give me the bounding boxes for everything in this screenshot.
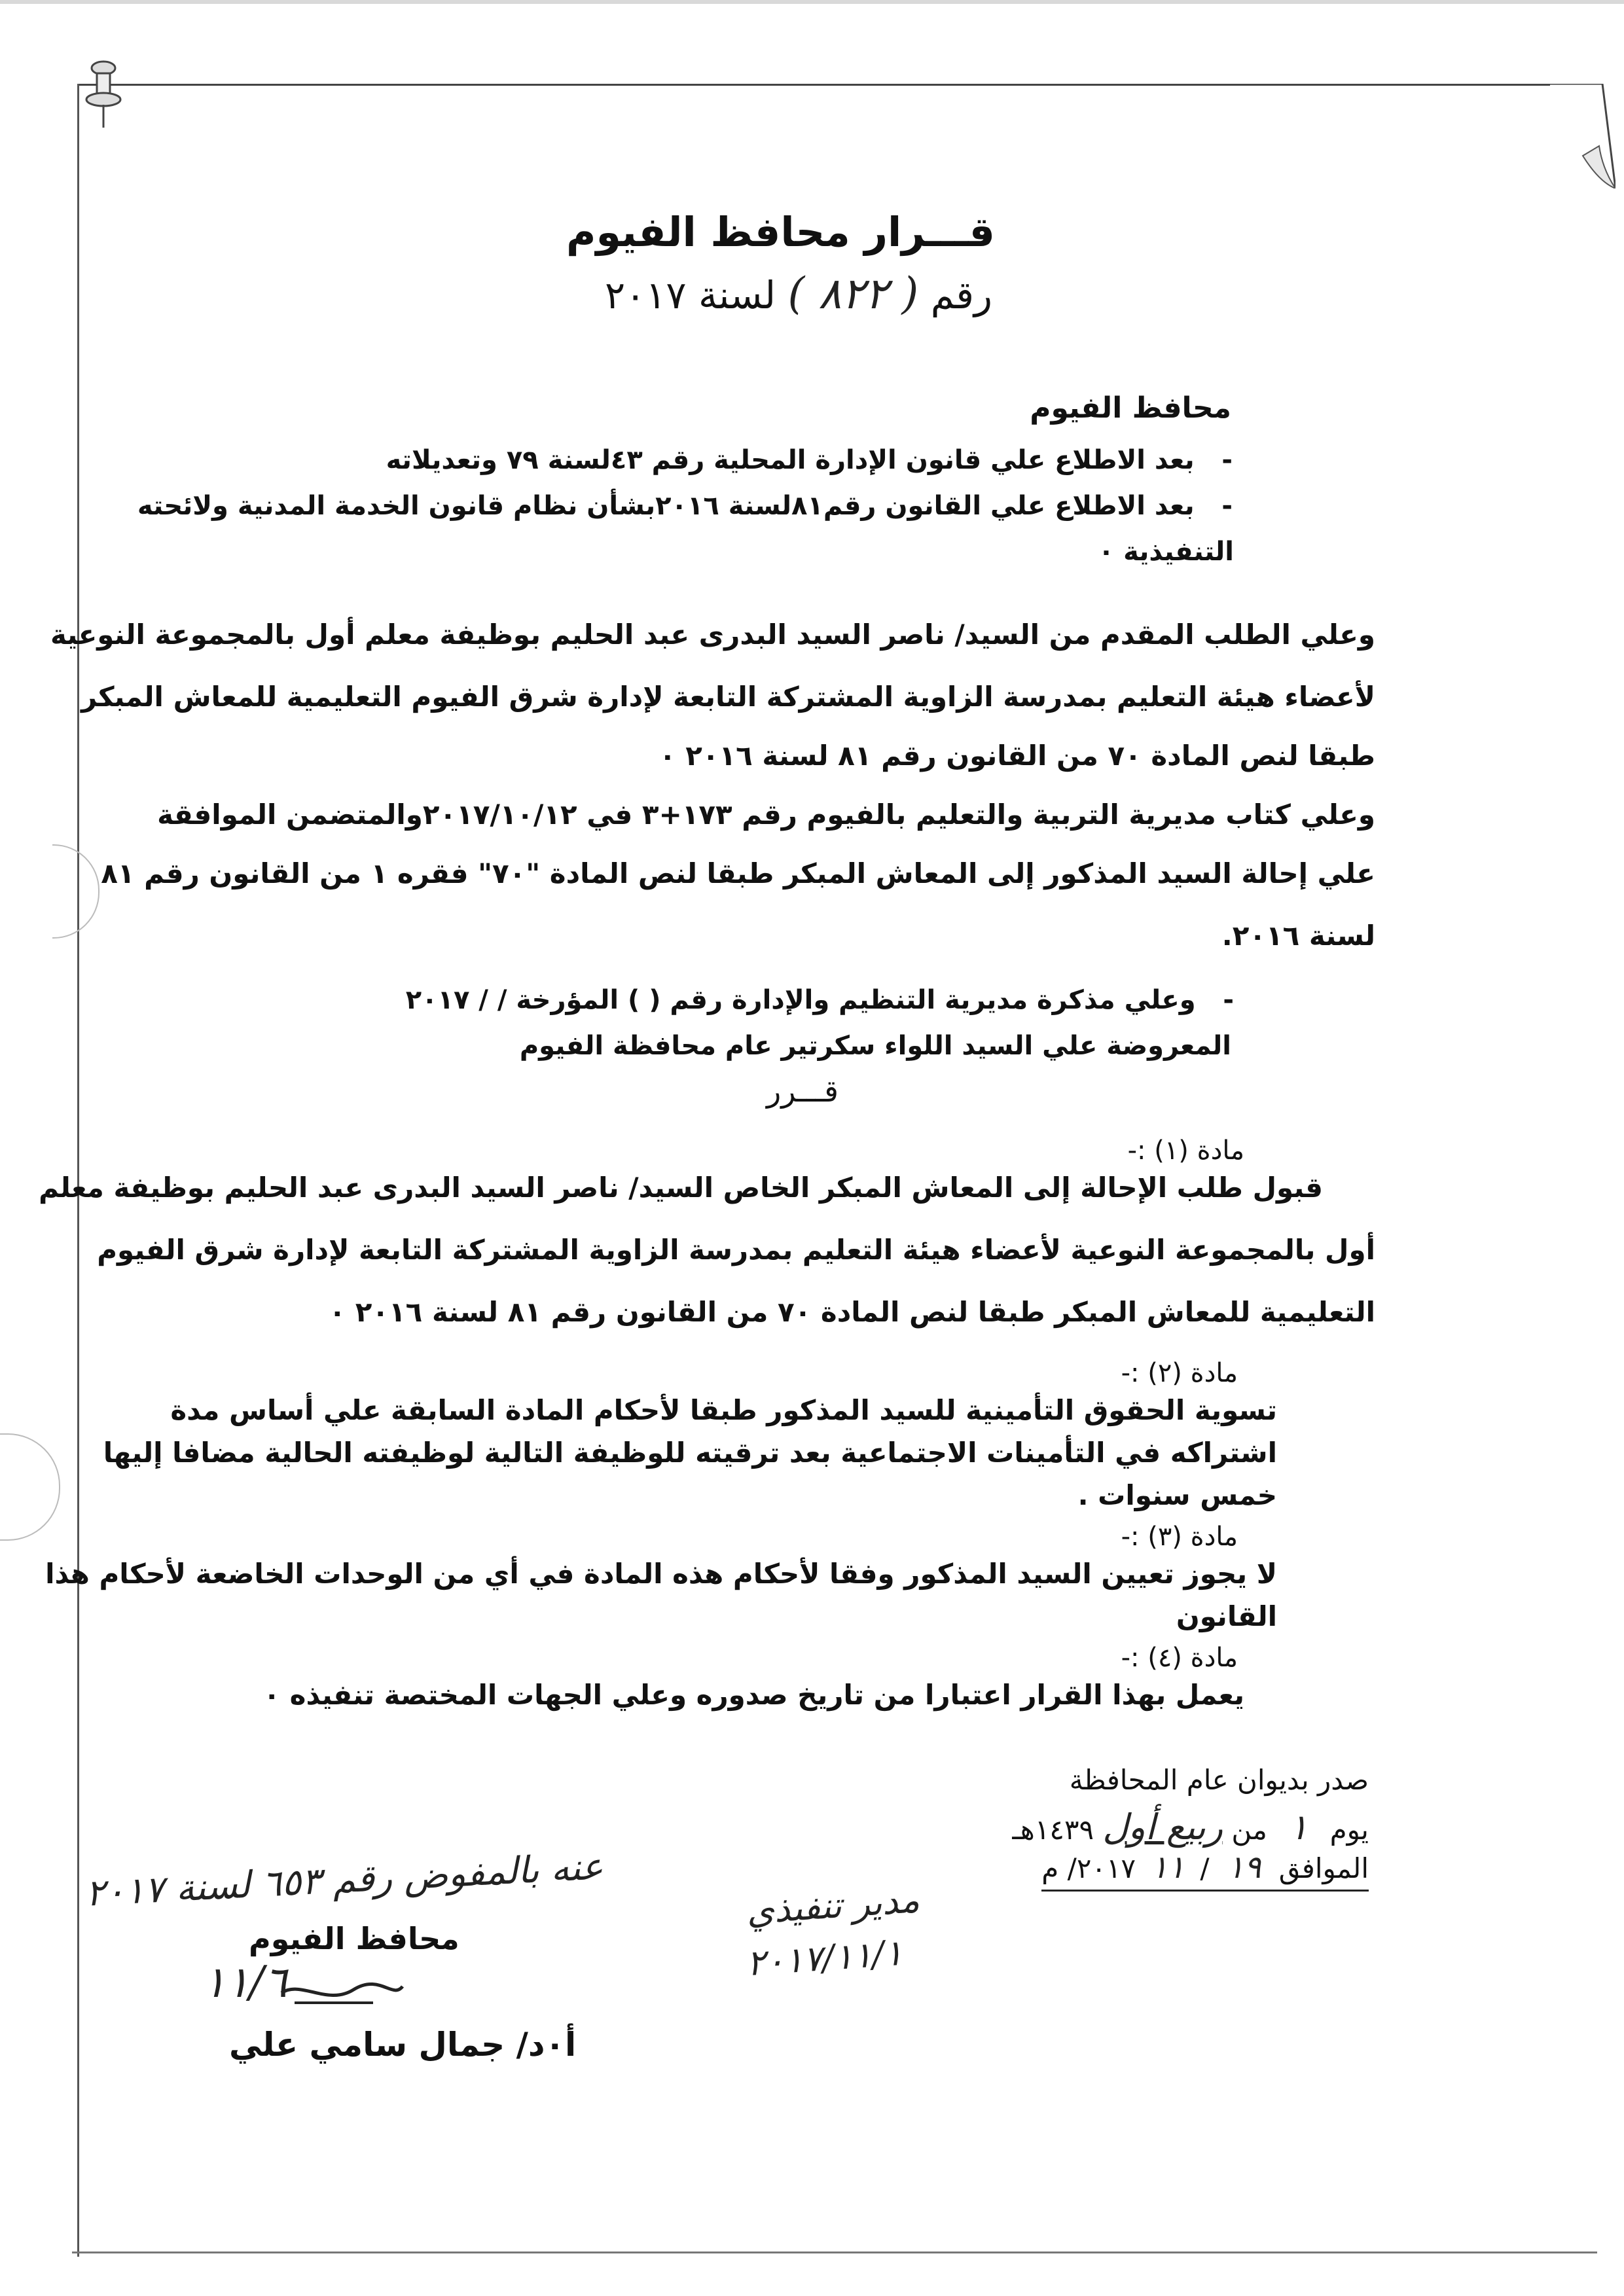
number-handwritten: ( ٨٢٢ ) (787, 268, 919, 319)
page-border-left (77, 84, 79, 2257)
request-line: وعلي الطلب المقدم من السيد/ ناصر السيد البدرى عبد الحليم بوظيفة معلم أول بالمجموعة النوعية (50, 619, 1375, 651)
hijri-year: ١٤٣٩هـ (1012, 1814, 1094, 1846)
month-handwritten: ربيع أول (1102, 1806, 1223, 1848)
greg-suffix: م (1041, 1852, 1059, 1884)
punch-hole (0, 1433, 60, 1541)
preamble-item: - بعد الاطلاع علي القانون رقم٨١لسنة ٢٠١٦بشأن نظام قانون الخدمة المدنية ولائحته (137, 491, 1233, 521)
delegation-handwritten: عنه بالمفوض رقم ٦٥٣ لسنة ٢٠١٧ (84, 1845, 605, 1915)
article-line: أول بالمجموعة النوعية لأعضاء هيئة التعليم بمدرسة الزاوية المشتركة التابعة لإدارة شرق الفيوم (97, 1234, 1375, 1266)
greg-month-handwritten: ١١ (1151, 1849, 1185, 1886)
issuance-hijri-date (1012, 1806, 1369, 1848)
page-border-top (77, 84, 1550, 86)
signature-title: محافظ الفيوم (249, 1921, 460, 1956)
day-handwritten: ١ (1289, 1806, 1308, 1848)
issuance-greg-date: الموافق ١٩ / ١١ ٢٠١٧/ م (1041, 1849, 1369, 1892)
memo-line: المعروضة علي السيد اللواء سكرتير عام محافظة الفيوم (519, 1031, 1231, 1061)
preamble-heading: محافظ الفيوم (1030, 391, 1231, 425)
article-label: مادة (٣) :- (1121, 1522, 1238, 1552)
decision-word: قـــرر (766, 1073, 839, 1109)
decree-number-line (576, 268, 1021, 319)
article-line: القانون (1176, 1600, 1277, 1632)
scan-edge (0, 0, 1624, 4)
bullet-dash: - (1194, 445, 1233, 475)
decree-title: قـــرار محافظ الفيوم (566, 208, 995, 256)
article-line: تسوية الحقوق التأمينية للسيد المذكور طبقا لأحكام المادة السابقة علي أساس مدة (170, 1394, 1277, 1426)
article-line: خمس سنوات . (1077, 1479, 1277, 1511)
signature-date-handwritten: ١١/٦ (203, 1957, 287, 2007)
article-line: قبول طلب الإحالة إلى المعاش المبكر الخاص السيد/ ناصر السيد البدرى عبد الحليم بوظيفة معلم (39, 1172, 1323, 1204)
article-label: مادة (١) :- (1127, 1136, 1244, 1166)
number-prefix: رقم (930, 273, 993, 317)
issuance-line: صدر بديوان عام المحافظة (1069, 1764, 1369, 1796)
article-line: اشتراكه في التأمينات الاجتماعية بعد ترقيته للوظيفة التالية لوظيفته الحالية مضافا إليها (103, 1437, 1277, 1469)
article-label: مادة (٢) :- (1121, 1358, 1238, 1388)
page-border-bottom (72, 2251, 1597, 2253)
bullet-dash: - (1195, 985, 1234, 1015)
review-note-handwritten: مدير تنفيذي (745, 1878, 921, 1933)
signatory-name: أ٠د/ جمال سامي علي (229, 2026, 577, 2064)
article-label: مادة (٤) :- (1121, 1643, 1238, 1673)
review-date-handwritten: ٢٠١٧/١١/١ (745, 1931, 905, 1984)
number-year: لسنة ٢٠١٧ (604, 273, 776, 317)
article-line: لا يجوز تعيين السيد المذكور وفقا لأحكام هذه المادة في أي من الوحدات الخاضعة لأحكام هذا (45, 1558, 1277, 1590)
signature-mark-icon (275, 1973, 406, 2013)
greg-year: ٢٠١٧/ (1067, 1852, 1136, 1884)
letter-line: علي إحالة السيد المذكور إلى المعاش المبكر طبقا لنص المادة "٧٠" فقره ١ من القانون رقم ٨١ (101, 857, 1375, 889)
article-line: يعمل بهذا القرار اعتبارا من تاريخ صدوره وعلي الجهات المختصة تنفيذه ٠ (263, 1679, 1244, 1711)
month-prefix: من (1231, 1814, 1267, 1846)
letter-line: وعلي كتاب مديرية التربية والتعليم بالفيوم رقم ١٧٣+٣ في ٢٠١٧/١٠/١٢والمتضمن الموافقة (157, 798, 1375, 831)
corresponding-label: الموافق (1278, 1852, 1369, 1884)
day-label: يوم (1329, 1814, 1369, 1846)
pushpin-icon (84, 59, 123, 131)
punch-hole (52, 844, 99, 939)
request-line: لأعضاء هيئة التعليم بمدرسة الزاوية المشتركة التابعة لإدارة شرق الفيوم التعليمية للمعاش المبكر (81, 681, 1375, 713)
folded-corner-icon (1485, 84, 1615, 188)
preamble-item: - بعد الاطلاع علي قانون الإدارة المحلية رقم ٤٣لسنة ٧٩ وتعديلاته (386, 445, 1233, 475)
memo-line: - وعلي مذكرة مديرية التنظيم والإدارة رقم ( ) المؤرخة / / ٢٠١٧ (405, 985, 1234, 1015)
greg-day-handwritten: ١٩ (1227, 1849, 1261, 1886)
article-line: التعليمية للمعاش المبكر طبقا لنص المادة ٧٠ من القانون رقم ٨١ لسنة ٢٠١٦ ٠ (329, 1296, 1375, 1328)
preamble-item-continuation: التنفيذية ٠ (1098, 537, 1234, 567)
request-line: طبقا لنص المادة ٧٠ من القانون رقم ٨١ لسنة ٢٠١٦ ٠ (659, 740, 1375, 772)
bullet-dash: - (1194, 491, 1233, 521)
letter-line: لسنة ٢٠١٦. (1221, 920, 1375, 952)
